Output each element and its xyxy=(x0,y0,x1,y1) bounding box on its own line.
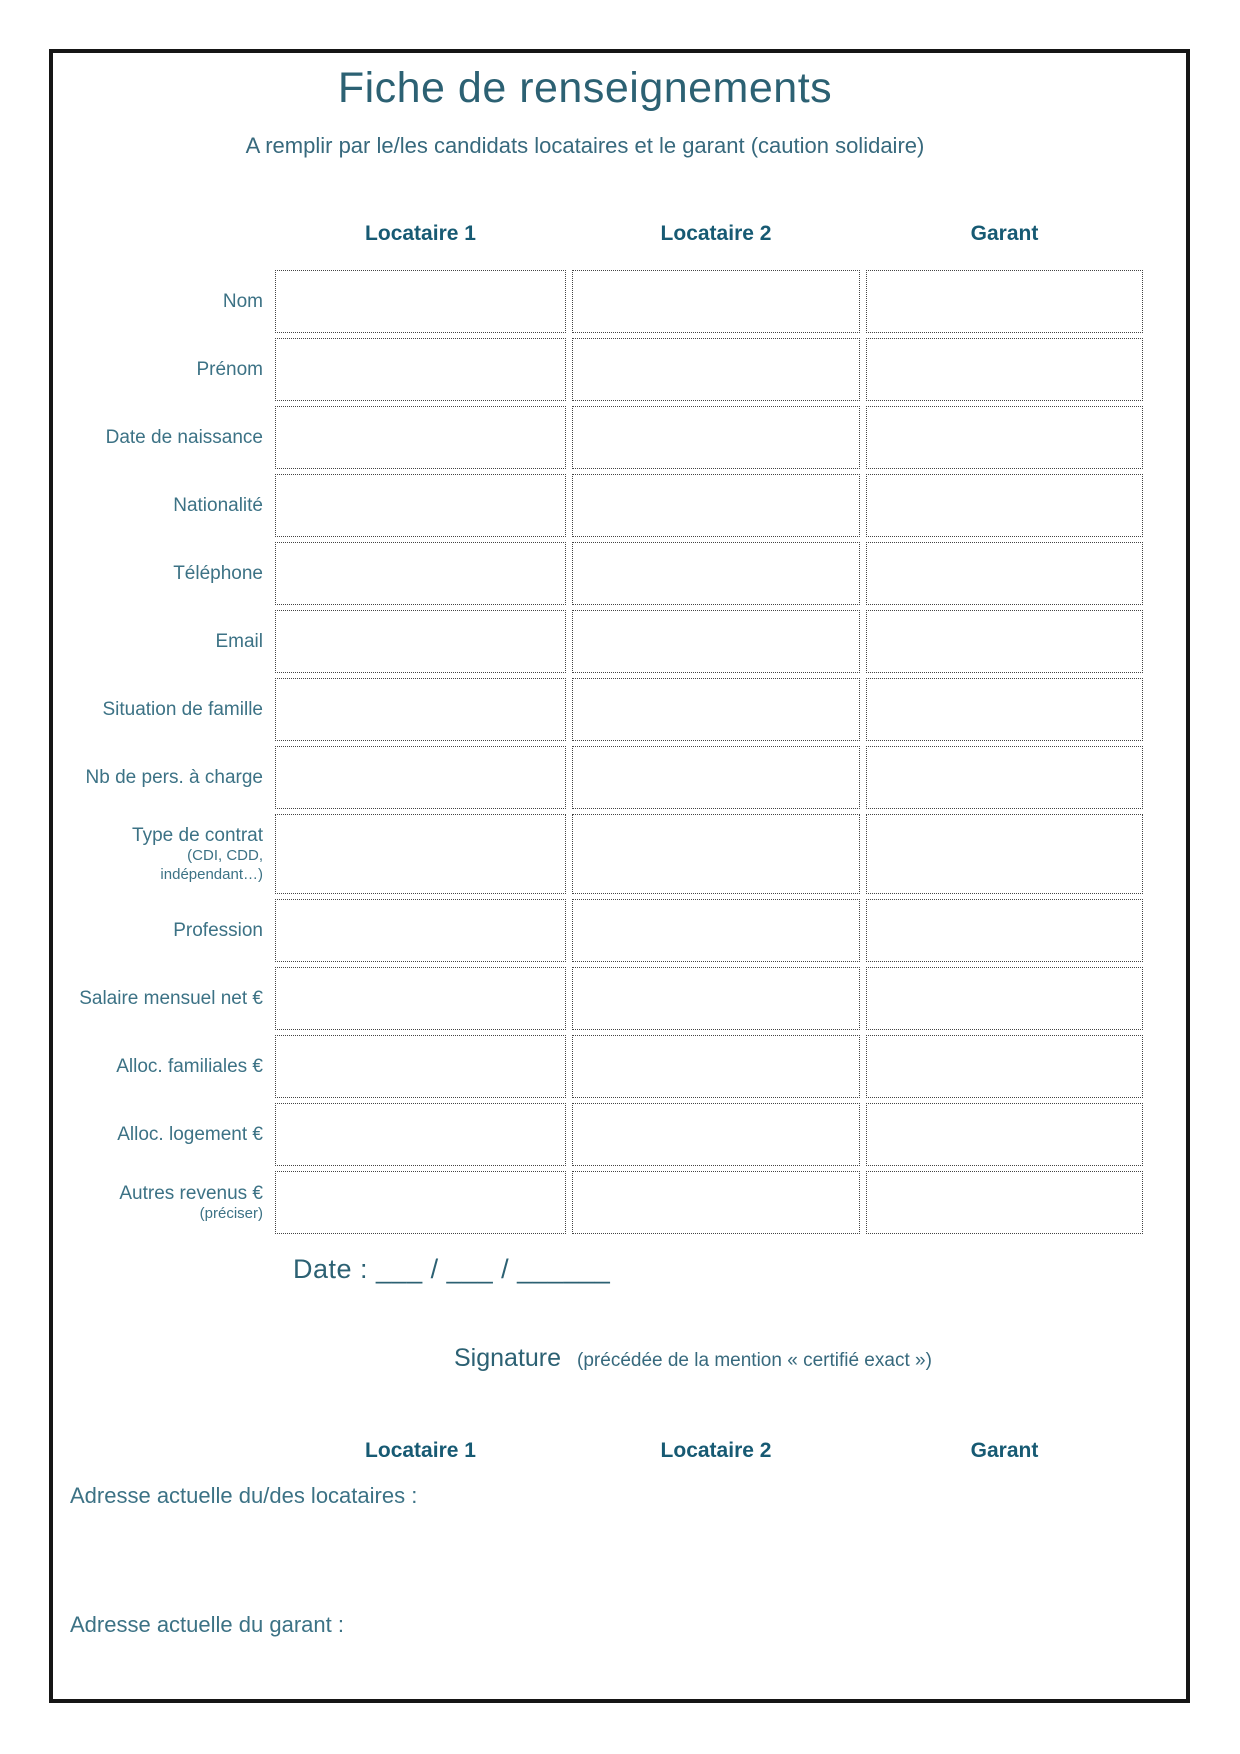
page-title: Fiche de renseignements xyxy=(337,64,833,112)
table-row-situation-de-famille xyxy=(0,678,1143,741)
page-subtitle: A remplir par le/les candidats locataires et le garant (caution solidaire) xyxy=(245,133,925,158)
signature-column-locataire-1: Locataire 1 xyxy=(365,1439,476,1462)
row-label-text: Nationalité xyxy=(173,494,263,516)
row-label-nb-pers-a-charge xyxy=(0,746,269,809)
row-label-text: Profession xyxy=(173,919,263,941)
table-row-salaire-mensuel-net xyxy=(0,967,1143,1030)
field-telephone-locataire-2[interactable] xyxy=(572,542,860,605)
table-row-alloc-logement xyxy=(0,1103,1143,1166)
row-label-text: Autres revenus € xyxy=(119,1182,263,1204)
field-nb-pers-a-charge-garant[interactable] xyxy=(866,746,1143,809)
signature-column-garant: Garant xyxy=(970,1439,1039,1462)
field-telephone-locataire-1[interactable] xyxy=(275,542,566,605)
row-label-text: Type de contrat xyxy=(132,824,263,846)
field-date-de-naissance-locataire-2[interactable] xyxy=(572,406,860,469)
row-label-text: Salaire mensuel net € xyxy=(79,987,263,1009)
field-alloc-logement-locataire-2[interactable] xyxy=(572,1103,860,1166)
row-label-situation-de-famille xyxy=(0,678,269,741)
field-alloc-logement-locataire-1[interactable] xyxy=(275,1103,566,1166)
row-label-text: Situation de famille xyxy=(102,698,263,720)
field-salaire-mensuel-net-locataire-1[interactable] xyxy=(275,967,566,1030)
field-telephone-garant[interactable] xyxy=(866,542,1143,605)
field-autres-revenus-locataire-1[interactable] xyxy=(275,1171,566,1234)
row-sublabel-text: (préciser) xyxy=(199,1204,263,1222)
table-row-email xyxy=(0,610,1143,673)
field-email-garant[interactable] xyxy=(866,610,1143,673)
signature-column-locataire-2: Locataire 2 xyxy=(660,1439,772,1462)
row-label-alloc-familiales xyxy=(0,1035,269,1098)
field-autres-revenus-locataire-2[interactable] xyxy=(572,1171,860,1234)
row-label-text: Prénom xyxy=(196,358,263,380)
field-alloc-familiales-locataire-1[interactable] xyxy=(275,1035,566,1098)
field-situation-de-famille-garant[interactable] xyxy=(866,678,1143,741)
field-nationalite-locataire-2[interactable] xyxy=(572,474,860,537)
row-label-autres-revenus xyxy=(0,1171,269,1234)
table-row-nom xyxy=(0,270,1143,333)
signature-columns-row xyxy=(0,1437,1143,1465)
table-row-autres-revenus xyxy=(0,1171,1143,1234)
row-label-type-de-contrat xyxy=(0,814,269,894)
field-type-de-contrat-garant[interactable] xyxy=(866,814,1143,894)
field-profession-garant[interactable] xyxy=(866,899,1143,962)
field-alloc-familiales-garant[interactable] xyxy=(866,1035,1143,1098)
table-row-alloc-familiales xyxy=(0,1035,1143,1098)
field-date-de-naissance-garant[interactable] xyxy=(866,406,1143,469)
row-label-text: Alloc. familiales € xyxy=(116,1055,263,1077)
signature-note: (précédée de la mention « certifié exact ») xyxy=(577,1350,932,1371)
row-label-text: Email xyxy=(215,630,263,652)
table-row-profession xyxy=(0,899,1143,962)
row-label-date-de-naissance xyxy=(0,406,269,469)
signature-label: Signature xyxy=(454,1344,562,1372)
column-header-locataire-1: Locataire 1 xyxy=(365,222,476,245)
table-row-prenom xyxy=(0,338,1143,401)
field-profession-locataire-2[interactable] xyxy=(572,899,860,962)
field-prenom-garant[interactable] xyxy=(866,338,1143,401)
row-label-prenom xyxy=(0,338,269,401)
field-alloc-familiales-locataire-2[interactable] xyxy=(572,1035,860,1098)
field-autres-revenus-garant[interactable] xyxy=(866,1171,1143,1234)
field-type-de-contrat-locataire-1[interactable] xyxy=(275,814,566,894)
field-situation-de-famille-locataire-1[interactable] xyxy=(275,678,566,741)
field-nationalite-locataire-1[interactable] xyxy=(275,474,566,537)
table-header-row xyxy=(0,220,1143,248)
row-sublabel-text: indépendant…) xyxy=(160,865,263,883)
field-nom-locataire-2[interactable] xyxy=(572,270,860,333)
table-row-nb-pers-a-charge xyxy=(0,746,1143,809)
row-label-nationalite xyxy=(0,474,269,537)
field-salaire-mensuel-net-garant[interactable] xyxy=(866,967,1143,1030)
table-row-date-de-naissance xyxy=(0,406,1143,469)
field-nb-pers-a-charge-locataire-2[interactable] xyxy=(572,746,860,809)
row-label-profession xyxy=(0,899,269,962)
field-date-de-naissance-locataire-1[interactable] xyxy=(275,406,566,469)
row-label-telephone xyxy=(0,542,269,605)
field-email-locataire-2[interactable] xyxy=(572,610,860,673)
table-row-type-de-contrat xyxy=(0,814,1143,894)
field-alloc-logement-garant[interactable] xyxy=(866,1103,1143,1166)
row-label-text: Nom xyxy=(222,290,263,312)
info-table xyxy=(0,220,1143,1234)
column-header-locataire-2: Locataire 2 xyxy=(660,222,772,245)
field-salaire-mensuel-net-locataire-2[interactable] xyxy=(572,967,860,1030)
table-row-telephone xyxy=(0,542,1143,605)
row-label-salaire-mensuel-net xyxy=(0,967,269,1030)
row-label-text: Date de naissance xyxy=(105,426,263,448)
date-blank-line: Date : ___ / ___ / ______ xyxy=(293,1254,611,1284)
field-nationalite-garant[interactable] xyxy=(866,474,1143,537)
field-nb-pers-a-charge-locataire-1[interactable] xyxy=(275,746,566,809)
column-header-garant: Garant xyxy=(970,222,1039,245)
header-spacer xyxy=(0,1437,269,1465)
field-nom-locataire-1[interactable] xyxy=(275,270,566,333)
row-label-email xyxy=(0,610,269,673)
row-label-text: Téléphone xyxy=(173,562,263,584)
row-label-text: Nb de pers. à charge xyxy=(85,766,263,788)
address-guarantor-label: Adresse actuelle du garant : xyxy=(70,1612,344,1637)
field-type-de-contrat-locataire-2[interactable] xyxy=(572,814,860,894)
signature-heading xyxy=(454,1344,932,1373)
address-tenants-label: Adresse actuelle du/des locataires : xyxy=(70,1483,418,1508)
row-label-nom xyxy=(0,270,269,333)
field-email-locataire-1[interactable] xyxy=(275,610,566,673)
field-profession-locataire-1[interactable] xyxy=(275,899,566,962)
header-spacer xyxy=(0,220,269,248)
field-prenom-locataire-2[interactable] xyxy=(572,338,860,401)
row-label-alloc-logement xyxy=(0,1103,269,1166)
field-prenom-locataire-1[interactable] xyxy=(275,338,566,401)
field-situation-de-famille-locataire-2[interactable] xyxy=(572,678,860,741)
row-label-text: Alloc. logement € xyxy=(117,1123,263,1145)
field-nom-garant[interactable] xyxy=(866,270,1143,333)
row-sublabel-text: (CDI, CDD, xyxy=(187,846,263,864)
table-row-nationalite xyxy=(0,474,1143,537)
